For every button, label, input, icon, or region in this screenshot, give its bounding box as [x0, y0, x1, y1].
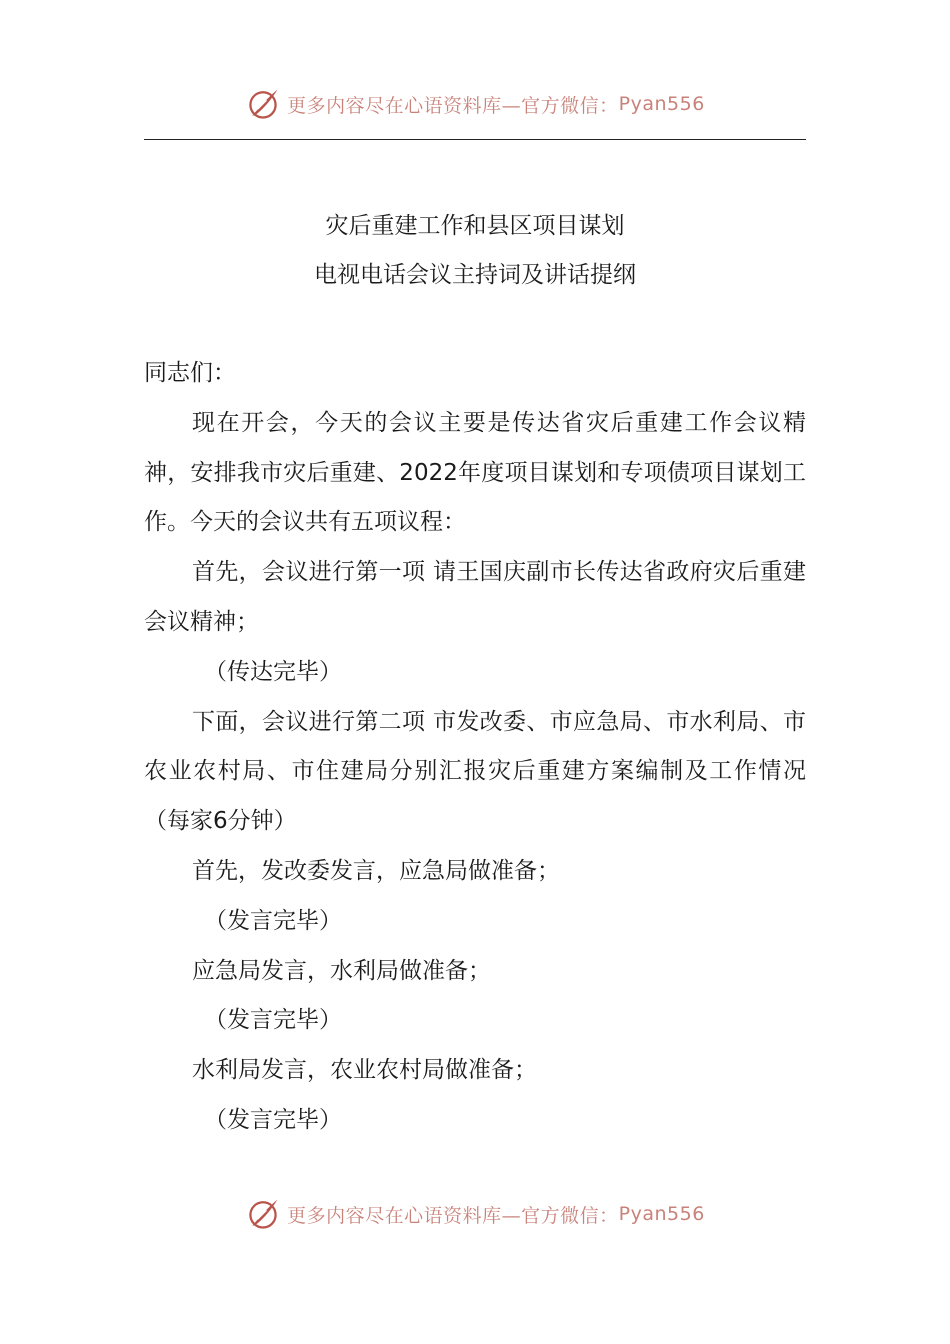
quill-logo-icon	[245, 1196, 281, 1232]
watermark-wechat-id: Pyan556	[618, 1203, 705, 1225]
header-watermark	[0, 86, 950, 122]
header-divider	[144, 139, 806, 140]
watermark-text: 更多内容尽在心语资料库—官方微信：	[287, 1204, 619, 1227]
paragraph-agenda-item-1: 首先，会议进行第一项 请王国庆副市长传达省政府灾后重建会议精神；	[144, 559, 806, 635]
footer-watermark	[0, 1196, 950, 1232]
watermark-wechat-id: Pyan556	[618, 93, 705, 115]
salutation: 同志们：	[144, 360, 236, 386]
paragraph-speaker-order: 水利局发言，农业农村局做准备；	[192, 1057, 537, 1084]
paragraph-agenda-item-2: 下面，会议进行第二项 市发改委、市应急局、市水利局、市农业农村局、市住建局分别汇报灾后重建方案编制及工作情况（每家6分钟）	[144, 708, 806, 835]
paragraph-opening: 现在开会，今天的会议主要是传达省灾后重建工作会议精神，安排我市灾后重建、2022年度项目谋划和专项债项目谋划工作。今天的会议共有五项议程：	[144, 409, 806, 536]
document-title-line-1: 灾后重建工作和县区项目谋划	[325, 213, 625, 239]
stage-note: （发言完毕）	[204, 1106, 342, 1133]
quill-logo-icon	[245, 86, 281, 122]
stage-note: （传达完毕）	[204, 658, 342, 685]
paragraph-speaker-order: 应急局发言，水利局做准备；	[192, 957, 491, 984]
stage-note: （发言完毕）	[204, 1007, 342, 1034]
paragraph-speaker-order: 首先，发改委发言，应急局做准备；	[192, 857, 560, 884]
stage-note: （发言完毕）	[204, 907, 342, 934]
watermark-text: 更多内容尽在心语资料库—官方微信：	[287, 94, 619, 117]
document-body	[144, 349, 806, 1146]
document-title-line-2: 电视电话会议主持词及讲话提纲	[314, 262, 636, 288]
